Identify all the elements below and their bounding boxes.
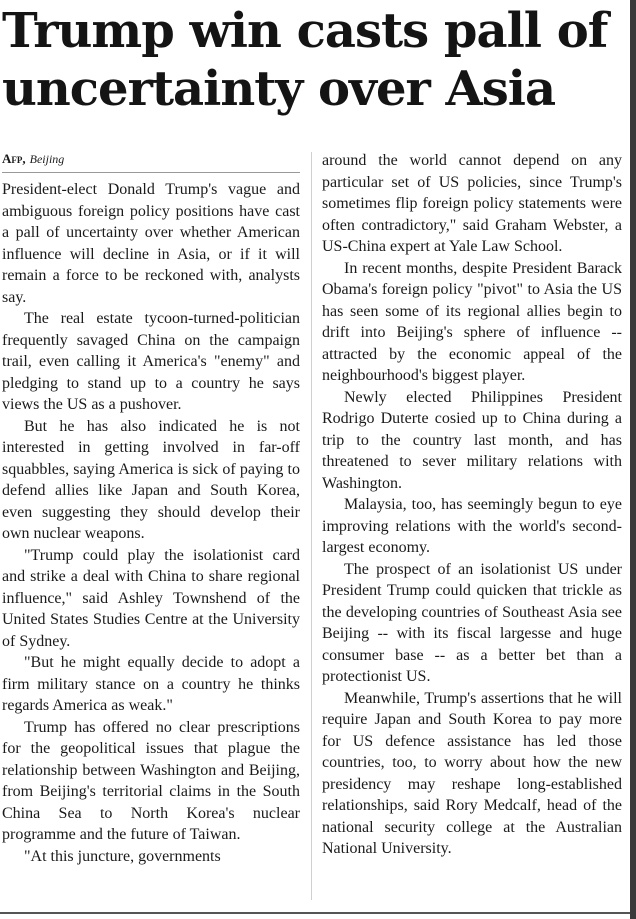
bottom-rule (0, 912, 630, 914)
paragraph: The prospect of an isolationist US under President Trump could quicken that trickle as the developing countries of Southeast Asia see Beijing -- with its fiscal largesse and huge consumer base -- as a better bet than a protectionist US. (322, 560, 622, 685)
headline-line-2: uncertainty over Asia (2, 61, 556, 117)
paragraph: But he has also indicated he is not interested in getting involved in far-off squabbles, saying America is sick of paying to defend allies like Japan and South Korea, even suggesting they should develop their own nuclear weapons. (2, 417, 300, 542)
paragraph: "Trump could play the isolationist card and strike a deal with China to share regional influence," said Ashley Townshend of the United States Studies Centre at the University of Sydney. (2, 546, 300, 650)
paragraph: President-elect Donald Trump's vague and ambiguous foreign policy positions have cast a pall of uncertainty over whether American influence will decline in Asia, or if it will remain a force to be reckoned with, analysts say. (2, 181, 300, 306)
paragraph: In recent months, despite President Barack Obama's foreign policy "pivot" to Asia the US has seen some of its regional allies begin to drift into Beijing's sphere of influence -- attracted by the economic appeal of the neighbourhood's biggest player. (322, 259, 622, 384)
paragraph: "But he might equally decide to adopt a firm military stance on a country he thinks regards America as weak." (2, 654, 300, 714)
article-column-right (322, 150, 622, 860)
page-edge (630, 0, 636, 919)
article-column-left (2, 150, 300, 867)
headline (2, 2, 628, 118)
column-divider (311, 152, 312, 900)
paragraph: The real estate tycoon-turned-politician frequently savaged China on the campaign trail, even calling it America's "enemy" and pledging to stand up to a country he says views the US as a pushover. (2, 310, 300, 413)
paragraph: "At this juncture, governments (24, 847, 221, 865)
byline-dateline: Beijing (29, 152, 65, 166)
byline (2, 150, 300, 173)
paragraph: Trump has offered no clear prescriptions for the geopolitical issues that plague the relationship between Washington and Beijing, from Beijing's territorial claims in the South China Sea to North Korea's nuclear programme and the future of Taiwan. (2, 718, 300, 843)
byline-agency: Afp, (2, 151, 26, 166)
paragraph: Meanwhile, Trump's assertions that he will require Japan and South Korea to pay more for US defence assistance has led those countries, too, to worry about how the new presidency may reshape long-established relationships, said Rory Medcalf, head of the national security college at the Australian National University. (322, 689, 622, 857)
paragraph: Newly elected Philippines President Rodrigo Duterte cosied up to China during a trip to the country last month, and has threatened to sever military relations with Washington. (322, 388, 622, 492)
paragraph: Malaysia, too, has seemingly begun to eye improving relations with the world's second-largest economy. (322, 496, 622, 556)
headline-line-1: Trump win casts pall of (2, 3, 608, 59)
paragraph: around the world cannot depend on any particular set of US policies, since Trump's sometimes flip foreign policy statements were often contradictory," said Graham Webster, a US-China expert at Yale Law School. (322, 152, 622, 255)
